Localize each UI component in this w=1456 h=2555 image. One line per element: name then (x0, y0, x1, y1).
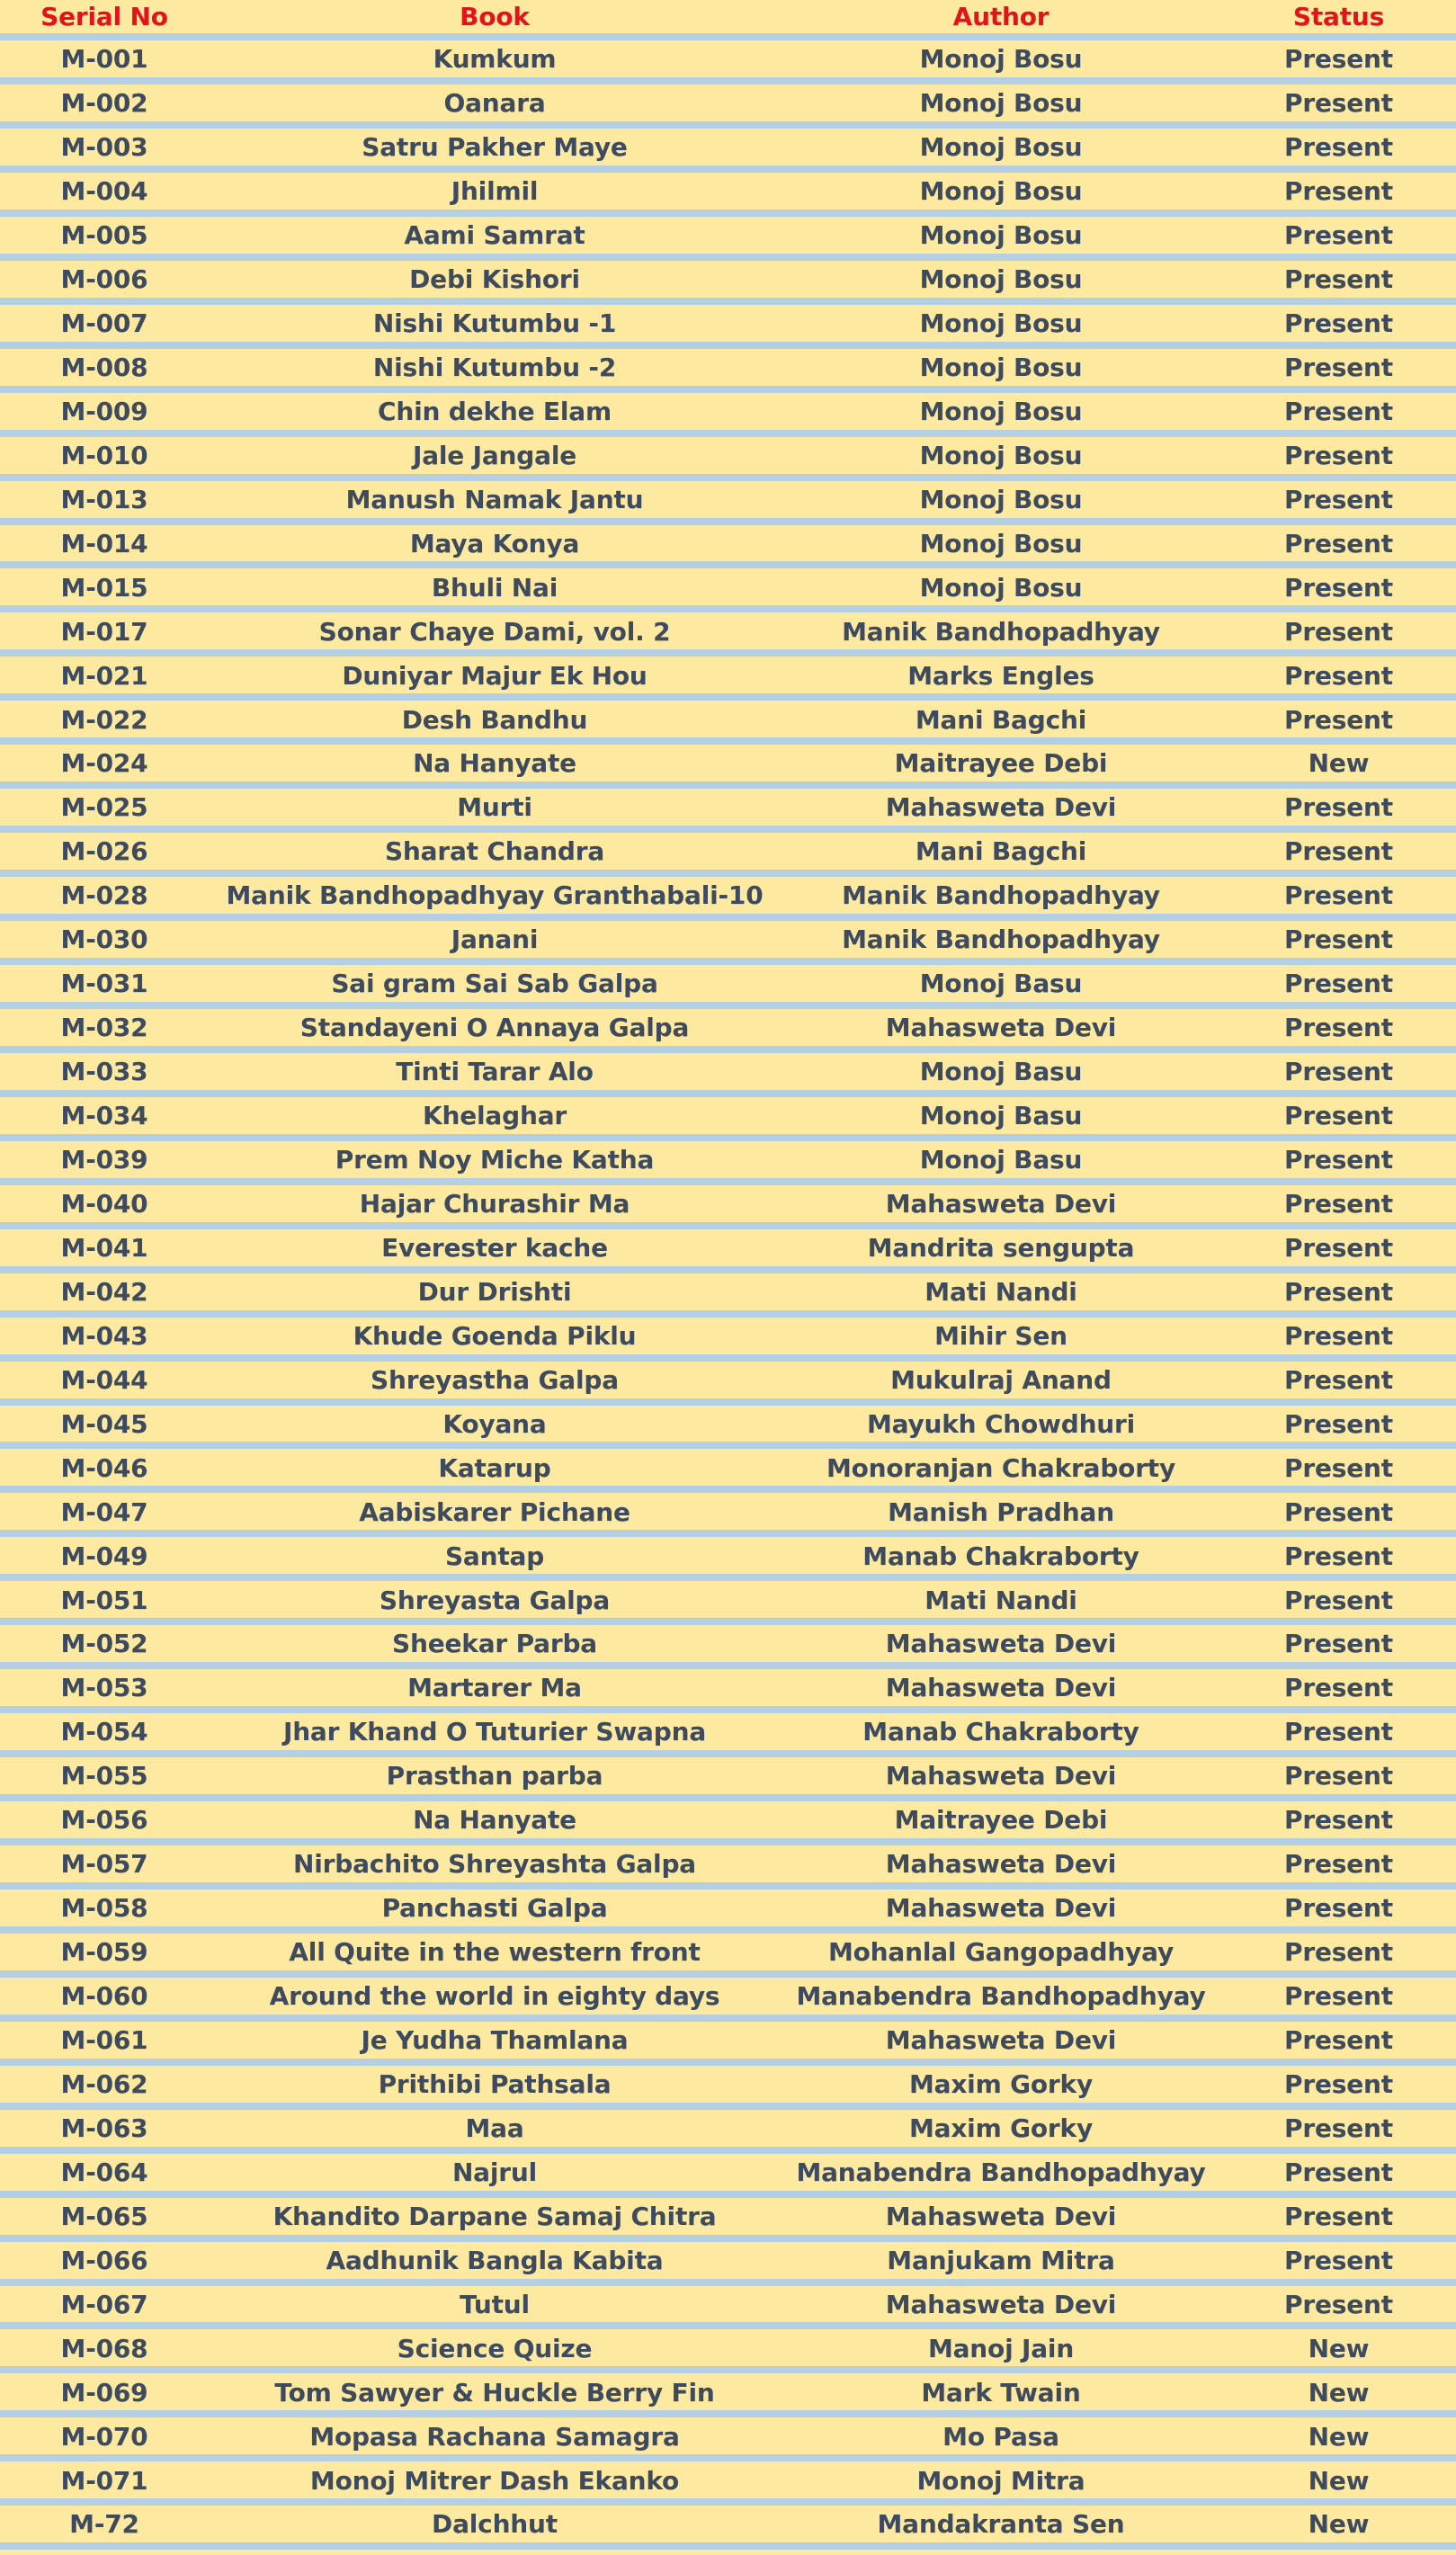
cell-status: Present (1284, 176, 1393, 207)
cell-book: Science Quize (397, 2333, 593, 2363)
cell-book: Shreyastha Galpa (371, 1364, 619, 1395)
cell-serial-no: M-72 (69, 2509, 139, 2540)
cell-book: Katarup (438, 1452, 551, 1483)
cell-author: Mukulraj Anand (890, 1364, 1112, 1395)
table-row (0, 701, 1456, 746)
table-row (0, 2066, 1456, 2110)
cell-author: Manish Pradhan (888, 1496, 1114, 1527)
cell-author: Monoj Bosu (919, 396, 1083, 426)
cell-author: Mahasweta Devi (885, 1013, 1117, 1043)
cell-author: Manik Bandhopadhyay (842, 925, 1160, 955)
cell-book: Prem Noy Miche Katha (335, 1145, 655, 1175)
cell-book: Nishi Kutumbu -1 (372, 308, 617, 338)
cell-status: Present (1284, 880, 1393, 911)
table-row (0, 1273, 1456, 1318)
cell-author: Monoj Bosu (919, 440, 1083, 470)
table-row (0, 2374, 1456, 2418)
cell-author: Mo Pasa (942, 2421, 1059, 2452)
cell-serial-no: M-069 (60, 2377, 148, 2408)
cell-status: Present (1284, 1629, 1393, 1659)
cell-serial-no: M-026 (60, 836, 148, 867)
table-row (0, 1229, 1456, 1273)
table-row (0, 1626, 1456, 1670)
cell-author: Monoj Basu (919, 1101, 1083, 1131)
header-status: Status (1292, 2, 1385, 31)
cell-status: Present (1284, 1717, 1393, 1747)
cell-book: Tom Sawyer & Huckle Berry Fin (274, 2377, 715, 2408)
cell-author: Monoj Bosu (919, 352, 1083, 382)
cell-author: Mahasweta Devi (885, 1188, 1117, 1219)
cell-book: Sheekar Parba (392, 1629, 597, 1659)
cell-serial-no: M-042 (60, 1276, 148, 1307)
table-row (0, 305, 1456, 349)
cell-book: Around the world in eighty days (269, 1981, 720, 2012)
cell-author: Monoj Bosu (919, 132, 1083, 163)
cell-status: Present (1284, 1981, 1393, 2012)
table-row (0, 349, 1456, 393)
cell-author: Mark Twain (921, 2377, 1081, 2408)
cell-status: Present (1284, 660, 1393, 691)
table-row (0, 1758, 1456, 1802)
table-row (0, 129, 1456, 173)
cell-book: Najrul (451, 2157, 538, 2187)
table-row (0, 613, 1456, 657)
cell-serial-no: M-028 (60, 880, 148, 911)
cell-status: Present (1284, 1541, 1393, 1571)
cell-book: Na Hanyate (413, 1805, 576, 1836)
cell-serial-no: M-058 (60, 1893, 148, 1924)
cell-status: Present (1284, 1849, 1393, 1880)
table-row (0, 41, 1456, 85)
cell-author: Mandakranta Sen (877, 2509, 1125, 2540)
cell-book: Nishi Kutumbu -2 (372, 352, 617, 382)
cell-serial-no: M-006 (60, 264, 148, 294)
cell-book: Duniyar Majur Ek Hou (342, 660, 648, 691)
cell-book: Bhuli Nai (431, 572, 558, 603)
header-book: Book (460, 2, 530, 31)
cell-book: Maya Konya (409, 528, 580, 558)
cell-author: Manoj Jain (927, 2333, 1075, 2363)
cell-author: Maitrayee Debi (894, 748, 1108, 779)
cell-status: Present (1284, 1937, 1393, 1968)
cell-serial-no: M-001 (60, 44, 148, 75)
cell-book: Jhilmil (451, 176, 539, 207)
table-row (0, 1362, 1456, 1406)
cell-serial-no: M-021 (60, 660, 148, 691)
cell-serial-no: M-032 (60, 1013, 148, 1043)
table-row (0, 746, 1456, 790)
cell-author: Manik Bandhopadhyay (842, 616, 1160, 647)
cell-book: Debi Kishori (409, 264, 580, 294)
cell-author: Mani Bagchi (915, 704, 1087, 735)
cell-author: Mandrita sengupta (867, 1232, 1135, 1263)
cell-author: Manabendra Bandhopadhyay (796, 2157, 1206, 2187)
table-row (0, 1053, 1456, 1097)
cell-author: Mahasweta Devi (885, 2289, 1117, 2319)
cell-book: Sonar Chaye Dami, vol. 2 (318, 616, 671, 647)
cell-author: Monoj Bosu (919, 572, 1083, 603)
cell-serial-no: M-024 (60, 748, 148, 779)
cell-book: Panchasti Galpa (381, 1893, 608, 1924)
cell-serial-no: M-041 (60, 1232, 148, 1263)
cell-status: New (1308, 2465, 1370, 2496)
cell-status: Present (1284, 1057, 1393, 1087)
cell-book: Murti (457, 792, 532, 823)
cell-author: Monoj Mitra (916, 2465, 1085, 2496)
table-row (0, 481, 1456, 525)
cell-book: Martarer Ma (407, 1673, 582, 1703)
table-row (0, 173, 1456, 217)
cell-book: Desh Bandhu (401, 704, 588, 735)
cell-status: Present (1284, 836, 1393, 867)
cell-book: Oanara (443, 88, 546, 119)
cell-book: Je Yudha Thamlana (361, 2025, 629, 2055)
cell-author: Monoj Basu (919, 1145, 1083, 1175)
cell-serial-no: M-057 (60, 1849, 148, 1880)
table-row (0, 2418, 1456, 2462)
cell-status: Present (1284, 1761, 1393, 1791)
cell-author: Monoranjan Chakraborty (826, 1452, 1176, 1483)
cell-author: Mati Nandi (925, 1276, 1077, 1307)
cell-status: Present (1284, 1320, 1393, 1351)
cell-book: All Quite in the western front (289, 1937, 701, 1968)
table-row (0, 2154, 1456, 2198)
cell-status: Present (1284, 616, 1393, 647)
table-row (0, 2286, 1456, 2330)
cell-status: New (1308, 748, 1370, 779)
cell-status: Present (1284, 2068, 1393, 2099)
cell-book: Khude Goenda Piklu (353, 1320, 637, 1351)
cell-book: Kumkum (433, 44, 557, 75)
cell-book: Sharat Chandra (384, 836, 605, 867)
cell-author: Maitrayee Debi (894, 1805, 1108, 1836)
cell-author: Mahasweta Devi (885, 2025, 1117, 2055)
cell-author: Mahasweta Devi (885, 1893, 1117, 1924)
table-row (0, 1097, 1456, 1141)
header-serial-no: Serial No (40, 2, 168, 31)
table-row (0, 2462, 1456, 2506)
cell-book: Tinti Tarar Alo (396, 1057, 594, 1087)
table-row (0, 1318, 1456, 1362)
table-row (0, 1934, 1456, 1978)
cell-status: Present (1284, 352, 1393, 382)
cell-status: Present (1284, 396, 1393, 426)
cell-book: Monoj Mitrer Dash Ekanko (309, 2465, 680, 2496)
table-row (0, 2330, 1456, 2374)
cell-status: Present (1284, 1188, 1393, 1219)
cell-book: Maa (465, 2113, 524, 2143)
table-row (0, 1406, 1456, 1450)
cell-status: Present (1284, 1673, 1393, 1703)
cell-book: Satru Pakher Maye (362, 132, 628, 163)
cell-book: Everester kache (381, 1232, 608, 1263)
cell-serial-no: M-059 (60, 1937, 148, 1968)
cell-serial-no: M-066 (60, 2245, 148, 2275)
cell-status: Present (1284, 528, 1393, 558)
cell-serial-no: M-043 (60, 1320, 148, 1351)
table-row (0, 2110, 1456, 2154)
cell-author: Maxim Gorky (908, 2068, 1094, 2099)
cell-serial-no: M-046 (60, 1452, 148, 1483)
cell-book: Chin dekhe Elam (378, 396, 612, 426)
cell-status: Present (1284, 2157, 1393, 2187)
cell-status: Present (1284, 1364, 1393, 1395)
cell-status: Present (1284, 1276, 1393, 1307)
cell-book: Prithibi Pathsala (378, 2068, 612, 2099)
cell-author: Marks Engles (907, 660, 1094, 691)
cell-status: Present (1284, 308, 1393, 338)
cell-status: Present (1284, 1232, 1393, 1263)
table-row (0, 1802, 1456, 1846)
table-row (0, 2198, 1456, 2242)
cell-serial-no: M-063 (60, 2113, 148, 2143)
table-row (0, 1450, 1456, 1494)
cell-book: Tutul (460, 2289, 530, 2319)
cell-serial-no: M-025 (60, 792, 148, 823)
cell-book: Aabiskarer Pichane (359, 1496, 630, 1527)
cell-author: Mahasweta Devi (885, 2201, 1117, 2231)
cell-status: Present (1284, 792, 1393, 823)
cell-status: Present (1284, 2201, 1393, 2231)
cell-status: New (1308, 2421, 1370, 2452)
cell-book: Aadhunik Bangla Kabita (326, 2245, 664, 2275)
cell-author: Monoj Bosu (919, 264, 1083, 294)
table-row (0, 261, 1456, 305)
table-row (0, 965, 1456, 1009)
cell-serial-no: M-005 (60, 220, 148, 251)
table-row (0, 437, 1456, 481)
cell-status: Present (1284, 572, 1393, 603)
table-row (0, 834, 1456, 878)
cell-serial-no: M-054 (60, 1717, 148, 1747)
cell-serial-no: M-034 (60, 1101, 148, 1131)
cell-serial-no: M-007 (60, 308, 148, 338)
cell-book: Dalchhut (432, 2509, 558, 2540)
cell-book: Mopasa Rachana Samagra (309, 2421, 680, 2452)
cell-status: Present (1284, 1101, 1393, 1131)
table-row (0, 1009, 1456, 1053)
table-row (0, 657, 1456, 701)
cell-status: New (1308, 2377, 1370, 2408)
cell-serial-no: M-003 (60, 132, 148, 163)
table-row (0, 1978, 1456, 2022)
cell-serial-no: M-044 (60, 1364, 148, 1395)
cell-status: Present (1284, 220, 1393, 251)
cell-serial-no: M-022 (60, 704, 148, 735)
cell-book: Aami Samrat (404, 220, 585, 251)
cell-serial-no: M-002 (60, 88, 148, 119)
cell-author: Monoj Bosu (919, 220, 1083, 251)
cell-status: Present (1284, 1585, 1393, 1615)
cell-status: Present (1284, 440, 1393, 470)
cell-book: Hajar Churashir Ma (359, 1188, 630, 1219)
cell-status: Present (1284, 132, 1393, 163)
cell-book: Manush Namak Jantu (345, 484, 644, 514)
cell-status: Present (1284, 1452, 1393, 1483)
cell-author: Monoj Basu (919, 1057, 1083, 1087)
cell-author: Manik Bandhopadhyay (842, 880, 1160, 911)
table-header-row (0, 0, 1456, 40)
cell-status: Present (1284, 704, 1393, 735)
cell-author: Manab Chakraborty (862, 1541, 1139, 1571)
cell-serial-no: M-047 (60, 1496, 148, 1527)
table-row (0, 1845, 1456, 1889)
cell-status: Present (1284, 1496, 1393, 1527)
cell-serial-no: M-071 (60, 2465, 148, 2496)
table-row (0, 1185, 1456, 1229)
table-row (0, 1714, 1456, 1758)
cell-serial-no: M-045 (60, 1408, 148, 1439)
table-row (0, 1889, 1456, 1934)
cell-book: Khelaghar (423, 1101, 567, 1131)
cell-book: Jhar Khand O Tuturier Swapna (282, 1717, 707, 1747)
table-row (0, 1670, 1456, 1714)
cell-author: Mayukh Chowdhuri (866, 1408, 1136, 1439)
table-row (0, 1582, 1456, 1626)
cell-serial-no: M-004 (60, 176, 148, 207)
cell-serial-no: M-064 (60, 2157, 148, 2187)
cell-status: Present (1284, 1408, 1393, 1439)
table-row (0, 922, 1456, 966)
cell-author: Mohanlal Gangopadhyay (827, 1937, 1175, 1968)
cell-serial-no: M-061 (60, 2025, 148, 2055)
cell-serial-no: M-014 (60, 528, 148, 558)
table-row (0, 217, 1456, 261)
cell-author: Monoj Bosu (919, 308, 1083, 338)
table-row (0, 1141, 1456, 1185)
cell-author: Monoj Bosu (919, 528, 1083, 558)
cell-serial-no: M-070 (60, 2421, 148, 2452)
cell-serial-no: M-040 (60, 1188, 148, 1219)
cell-author: Manab Chakraborty (862, 1717, 1139, 1747)
cell-serial-no: M-067 (60, 2289, 148, 2319)
cell-serial-no: M-068 (60, 2333, 148, 2363)
cell-serial-no: M-051 (60, 1585, 148, 1615)
cell-book: Jale Jangale (412, 440, 577, 470)
cell-serial-no: M-033 (60, 1057, 148, 1087)
cell-author: Maxim Gorky (908, 2113, 1094, 2143)
cell-serial-no: M-031 (60, 969, 148, 999)
cell-author: Mahasweta Devi (885, 1761, 1117, 1791)
cell-serial-no: M-049 (60, 1541, 148, 1571)
cell-book: Na Hanyate (413, 748, 576, 779)
cell-serial-no: M-039 (60, 1145, 148, 1175)
cell-serial-no: M-010 (60, 440, 148, 470)
cell-serial-no: M-062 (60, 2068, 148, 2099)
cell-status: Present (1284, 2245, 1393, 2275)
cell-author: Mahasweta Devi (885, 792, 1117, 823)
cell-serial-no: M-013 (60, 484, 148, 514)
table-row (0, 525, 1456, 569)
cell-status: Present (1284, 2025, 1393, 2055)
cell-status: Present (1284, 1805, 1393, 1836)
cell-author: Mihir Sen (934, 1320, 1067, 1351)
cell-author: Manabendra Bandhopadhyay (796, 1981, 1206, 2012)
cell-serial-no: M-053 (60, 1673, 148, 1703)
cell-serial-no: M-008 (60, 352, 148, 382)
cell-book: Prasthan parba (386, 1761, 603, 1791)
cell-book: Manik Bandhopadhyay Granthabali-10 (226, 880, 764, 911)
cell-book: Standayeni O Annaya Galpa (299, 1013, 690, 1043)
header-author: Author (952, 2, 1050, 31)
cell-book: Janani (451, 925, 539, 955)
cell-status: Present (1284, 264, 1393, 294)
cell-status: Present (1284, 44, 1393, 75)
cell-status: Present (1284, 88, 1393, 119)
cell-author: Monoj Bosu (919, 484, 1083, 514)
cell-author: Monoj Bosu (919, 176, 1083, 207)
table-row (0, 2242, 1456, 2286)
cell-serial-no: M-055 (60, 1761, 148, 1791)
cell-serial-no: M-009 (60, 396, 148, 426)
cell-status: New (1308, 2509, 1370, 2540)
cell-status: Present (1284, 925, 1393, 955)
cell-serial-no: M-060 (60, 1981, 148, 2012)
table-row (0, 393, 1456, 437)
cell-status: Present (1284, 2289, 1393, 2319)
table-row (0, 569, 1456, 613)
cell-status: New (1308, 2333, 1370, 2363)
cell-author: Mati Nandi (925, 1585, 1077, 1615)
cell-serial-no: M-030 (60, 925, 148, 955)
cell-status: Present (1284, 484, 1393, 514)
table-row (0, 878, 1456, 922)
cell-author: Monoj Bosu (919, 88, 1083, 119)
cell-author: Manjukam Mitra (887, 2245, 1115, 2275)
cell-serial-no: M-017 (60, 616, 148, 647)
cell-author: Monoj Bosu (919, 44, 1083, 75)
table-row (0, 85, 1456, 129)
cell-author: Mahasweta Devi (885, 1629, 1117, 1659)
cell-book: Khandito Darpane Samaj Chitra (272, 2201, 717, 2231)
cell-serial-no: M-056 (60, 1805, 148, 1836)
cell-author: Mahasweta Devi (885, 1849, 1117, 1880)
table-row (0, 2022, 1456, 2066)
cell-status: Present (1284, 1893, 1393, 1924)
cell-status: Present (1284, 1013, 1393, 1043)
cell-book: Dur Drishti (417, 1276, 572, 1307)
table-row (0, 1494, 1456, 1538)
cell-serial-no: M-065 (60, 2201, 148, 2231)
cell-author: Mani Bagchi (915, 836, 1087, 867)
table-row (0, 790, 1456, 834)
table-row (0, 2506, 1456, 2551)
cell-status: Present (1284, 1145, 1393, 1175)
cell-author: Monoj Basu (919, 969, 1083, 999)
cell-serial-no: M-015 (60, 572, 148, 603)
cell-status: Present (1284, 969, 1393, 999)
cell-book: Koyana (442, 1408, 547, 1439)
table-row (0, 1538, 1456, 1582)
cell-status: Present (1284, 2113, 1393, 2143)
cell-author: Mahasweta Devi (885, 1673, 1117, 1703)
cell-book: Sai gram Sai Sab Galpa (331, 969, 658, 999)
cell-book: Nirbachito Shreyashta Galpa (293, 1849, 696, 1880)
cell-book: Santap (444, 1541, 545, 1571)
cell-serial-no: M-052 (60, 1629, 148, 1659)
cell-book: Shreyasta Galpa (379, 1585, 611, 1615)
